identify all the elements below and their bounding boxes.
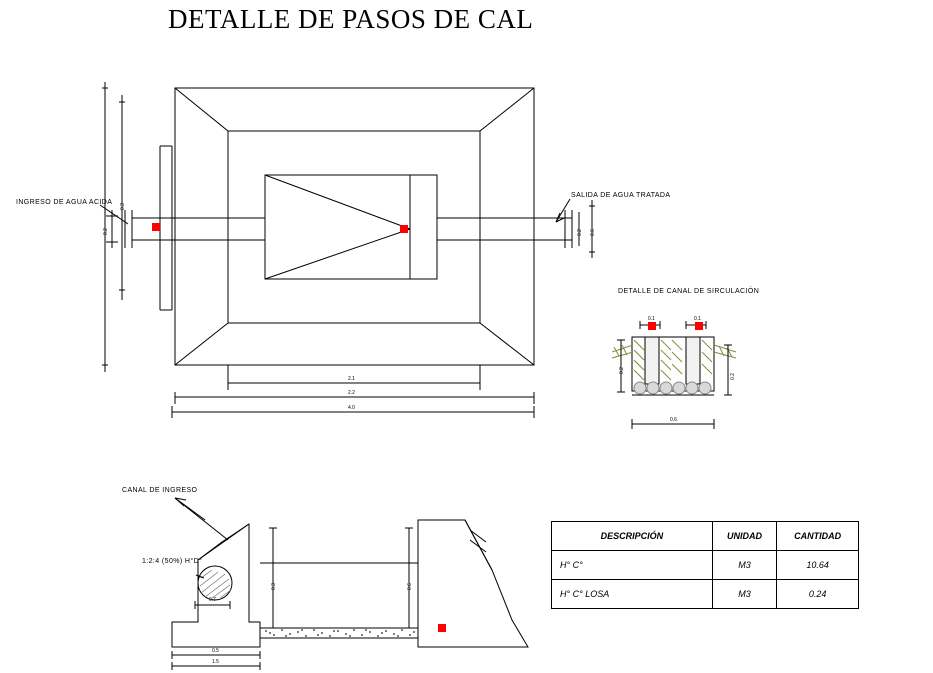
quantities-table-wrapper xyxy=(551,521,859,609)
dim-plan-left-1: 0.2 xyxy=(103,228,109,235)
label-outlet: SALIDA DE AGUA TRATADA xyxy=(571,192,671,199)
dim-detail-5: 0.6 xyxy=(670,417,677,423)
dim-plan-right-2: 0.6 xyxy=(590,229,596,236)
cell-quantity: 0.24 xyxy=(777,580,859,609)
table-header-unit: UNIDAD xyxy=(712,522,776,551)
dim-detail-2: 0.1 xyxy=(694,316,701,322)
label-channel-detail: DETALLE DE CANAL DE SIRCULACIÓN xyxy=(618,288,760,295)
table-header-row xyxy=(552,522,859,551)
table-row xyxy=(552,580,859,609)
cell-quantity: 10.64 xyxy=(777,551,859,580)
dim-detail-3: 0.2 xyxy=(619,367,625,374)
dim-section-left-1: 0.3 xyxy=(271,583,277,590)
dim-plan-right-1: 0.2 xyxy=(577,229,583,236)
cell-description: H° C° xyxy=(552,551,713,580)
dim-section-bottom-1: 0.5 xyxy=(212,648,219,654)
label-inlet-channel: CANAL DE INGRESO xyxy=(122,487,198,494)
cell-unit: M3 xyxy=(712,580,776,609)
dim-plan-bottom-3: 4.0 xyxy=(348,405,355,411)
dim-section-right-1: 0.6 xyxy=(407,583,413,590)
cell-description: H° C° LOSA xyxy=(552,580,713,609)
cell-unit: M3 xyxy=(712,551,776,580)
table-row xyxy=(552,551,859,580)
table-header-description: DESCRIPCIÓN xyxy=(552,522,713,551)
dim-plan-bottom-1: 2.1 xyxy=(348,376,355,382)
dim-plan-left-2: 0.3 xyxy=(120,203,126,210)
dim-detail-1: 0.1 xyxy=(648,316,655,322)
dim-detail-4: 0.2 xyxy=(730,373,736,380)
dim-section-left-2: 0.7 xyxy=(209,597,216,603)
quantities-table xyxy=(551,521,859,609)
dim-plan-bottom-2: 2.2 xyxy=(348,390,355,396)
dim-section-bottom-2: 1.5 xyxy=(212,659,219,665)
page-title: DETALLE DE PASOS DE CAL xyxy=(168,4,534,34)
label-concrete-spec: 1:2:4 (50%) H°D° xyxy=(142,558,203,565)
table-header-quantity: CANTIDAD xyxy=(777,522,859,551)
label-inlet: INGRESO DE AGUA ACIDA xyxy=(16,199,113,206)
